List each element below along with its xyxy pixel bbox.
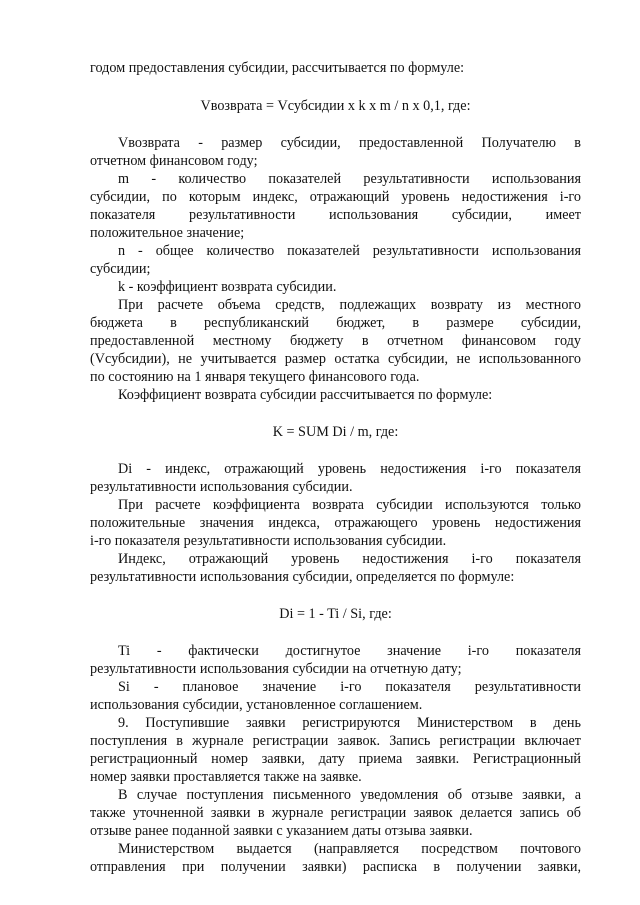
def-m-line4: положительное значение; (90, 225, 245, 241)
index-line2: результативности использования субсидии, определяется по формуле: (90, 569, 515, 585)
coefcalc-line1: При расчете коэффициента возврата субсидии используются только (118, 497, 581, 513)
formula-index: Di = 1 - Ti / Si, где: (279, 606, 392, 622)
p9-line4: номер заявки проставляется также на заявке. (90, 769, 362, 785)
withdraw-line3: отзыве ранее поданной заявки с указанием даты отзыва заявки. (90, 823, 473, 839)
p9-line3: регистрационный номер заявки, дату приема заявки. Регистрационный (90, 751, 581, 767)
calc-line4: (Vсубсидии), не учитывается размер остатка субсидии, не использованного (90, 351, 581, 367)
index-line1: Индекс, отражающий уровень недостижения i-го показателя (118, 551, 581, 567)
def-ti-line2: результативности использования субсидии на отчетную дату; (90, 661, 462, 677)
receipt-line2: отправления при получении заявки) расписка в получении заявки, (90, 859, 581, 875)
intro-line: годом предоставления субсидии, рассчитывается по формуле: (90, 60, 465, 76)
coefcalc-line3: i-го показателя результативности использования субсидии. (90, 533, 447, 549)
p9-line2: поступления в журнале регистрации заявок. Запись регистрации включает (90, 733, 581, 749)
def-di-line1: Di - индекс, отражающий уровень недостижения i-го показателя (118, 461, 581, 477)
withdraw-line1: В случае поступления письменного уведомления об отзыве заявки, а (118, 787, 581, 803)
def-m-line2: субсидии, по которым индекс, отражающий уровень недостижения i-го (90, 189, 581, 205)
calc-line2: бюджета в республиканский бюджет, в размере субсидии, (90, 315, 581, 331)
formula-refund-volume: Vвозврата = Vсубсидии x k x m / n x 0,1, где: (200, 98, 471, 114)
def-m-line3: показателя результативности использования субсидии, имеет (90, 207, 581, 223)
def-si-line1: Si - плановое значение i-го показателя результативности (118, 679, 581, 695)
calc-line5: по состоянию на 1 января текущего финансового года. (90, 369, 420, 385)
def-m-line1: m - количество показателей результативности использования (118, 171, 581, 187)
withdraw-line2: также уточненной заявки в журнале регистрации заявок делается запись об (90, 805, 581, 821)
coef-intro: Коэффициент возврата субсидии рассчитывается по формуле: (118, 387, 493, 403)
formula-coefficient: K = SUM Di / m, где: (272, 424, 399, 440)
def-n-line2: субсидии; (90, 261, 151, 277)
def-si-line2: использования субсидии, установленное соглашением. (90, 697, 423, 713)
def-n-line1: n - общее количество показателей результативности использования (118, 243, 581, 259)
p9-line1: 9. Поступившие заявки регистрируются Министерством в день (118, 715, 581, 731)
def-k: k - коэффициент возврата субсидии. (118, 279, 337, 295)
def-di-line2: результативности использования субсидии. (90, 479, 353, 495)
calc-line3: предоставленной местному бюджету в отчетном финансовом году (90, 333, 581, 349)
calc-line1: При расчете объема средств, подлежащих возврату из местного (118, 297, 581, 313)
def-vvozvrata-line1: Vвозврата - размер субсидии, предоставленной Получателю в (118, 135, 581, 151)
coefcalc-line2: положительные значения индекса, отражающего уровень недостижения (90, 515, 581, 531)
receipt-line1: Министерством выдается (направляется посредством почтового (118, 841, 581, 857)
def-vvozvrata-line2: отчетном финансовом году; (90, 153, 258, 169)
def-ti-line1: Ti - фактически достигнутое значение i-го показателя (118, 643, 581, 659)
